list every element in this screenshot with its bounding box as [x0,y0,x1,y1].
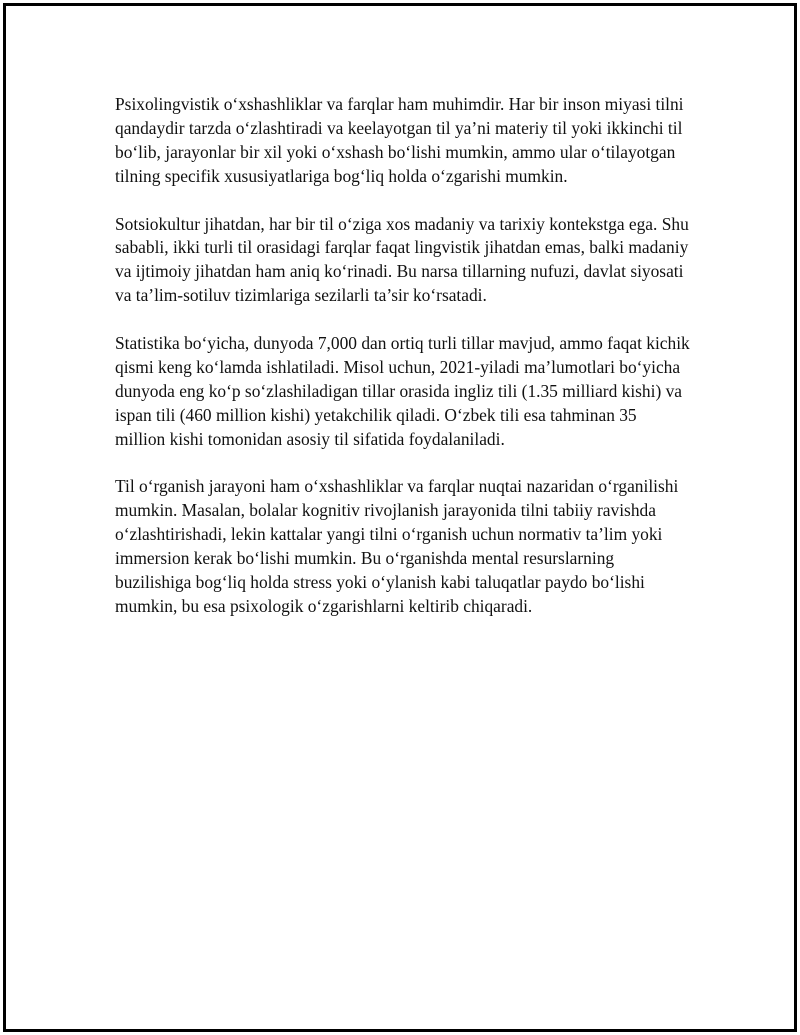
document-body [115,93,690,643]
paragraph-statistics: Statistika bo‘yicha, dunyoda 7,000 dan ortiq turli tillar mavjud, ammo faqat kichik qismi keng ko‘lamda ishlatiladi. Misol uchun, 2021-yiladi ma’lumotlari bo‘yicha dunyoda eng ko‘p so‘zlashiladigan tillar orasida ingliz tili (1.35 milliard kishi) va ispan tili (460 million kishi) yetakchilik qiladi. O‘zbek tili esa tahminan 35 million kishi tomonidan asosiy til sifatida foydalaniladi. [115,333,690,449]
paragraph-sociocultural: Sotsiokultur jihatdan, har bir til o‘ziga xos madaniy va tarixiy kontekstga ega. Shu sababli, ikki turli til orasidagi farqlar faqat lingvistik jihatdan emas, balki madaniy va ijtimoiy jihatdan ham aniq ko‘rinadi. Bu narsa tillarning nufuzi, davlat siyosati va ta’lim-sotiluv tizimlariga sezilarli ta’sir ko‘rsatadi. [115,213,689,306]
paragraph-psycholinguistic: Psixolingvistik o‘xshashliklar va farqlar ham muhimdir. Har bir inson miyasi tilni qandaydir tarzda o‘zlashtiradi va keelayotgan til ya’ni materiy til yoki ikkinchi til bo‘lib, jarayonlar bir xil yoki o‘xshash bo‘lishi mumkin, ammo ular o‘tilayotgan tilning specifik xususiyatlariga bog‘liq holda o‘zgarishi mumkin. [115,94,684,186]
paragraph-language-learning: Til o‘rganish jarayoni ham o‘xshashliklar va farqlar nuqtai nazaridan o‘rganilishi mumkin. Masalan, bolalar kognitiv rivojlanish jarayonida tilni tabiiy ravishda o‘zlashtirishadi, lekin kattalar yangi tilni o‘rganish uchun normativ ta’lim yoki immersion kerak bo‘lishi mumkin. Bu o‘rganishda mental resurslarning buzilishiga bog‘liq holda stress yoki o‘ylanish kabi taluqatlar paydo bo‘lishi mumkin, bu esa psixologik o‘zgarishlarni keltirib chiqaradi. [115,476,679,616]
